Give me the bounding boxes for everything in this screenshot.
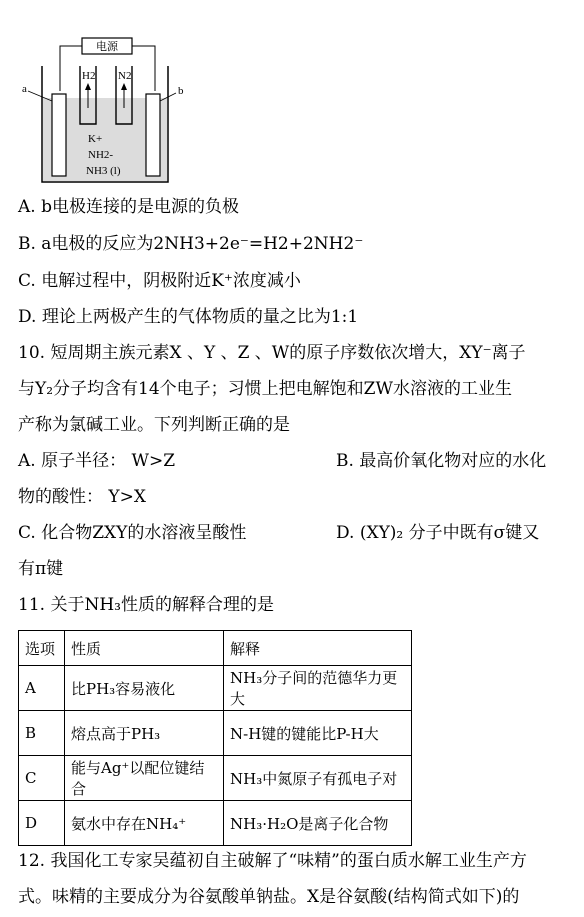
row-a-property: 比PH₃容易液化 (65, 666, 224, 711)
header-property: 性质 (65, 631, 224, 666)
row-a-option: A (19, 666, 65, 711)
table-row (19, 711, 412, 756)
electrolysis-apparatus-figure (20, 36, 190, 186)
q10-option-d-line2: 有π键 (18, 559, 64, 579)
table-row (19, 666, 412, 711)
right-wire (132, 46, 155, 91)
electrode-a (52, 94, 66, 176)
q10-stem-line3: 产称为氯碱工业。下列判断正确的是 (18, 415, 290, 435)
q9-option-a: A. b电极连接的是电源的负极 (18, 197, 239, 217)
q10-option-d-line1: D. (XY)₂ 分子中既有σ键又 (336, 523, 540, 543)
q11-table (18, 630, 412, 846)
q10-stem-line2: 与Y₂分子均含有14个电子；习惯上把电解饱和ZW水溶液的工业生 (18, 379, 512, 399)
row-c-explanation: NH₃中氮原子有孤电子对 (224, 756, 412, 801)
row-b-property: 熔点高于PH₃ (65, 711, 224, 756)
header-option: 选项 (19, 631, 65, 666)
row-d-option: D (19, 801, 65, 846)
row-c-property: 能与Ag⁺以配位键结合 (65, 756, 224, 801)
q10-stem-line1: 10. 短周期主族元素X 、Y 、Z 、W的原子序数依次增大，XY⁻离子 (18, 343, 526, 363)
q10-option-a: A. 原子半径： W>Z (18, 451, 176, 471)
h2-arrow-icon (85, 83, 91, 90)
q9-option-b: B. a电极的反应为2NH3+2e⁻=H2+2NH2⁻ (18, 234, 364, 254)
row-d-property: 氨水中存在NH₄⁺ (65, 801, 224, 846)
gas-left-label: H2 (82, 70, 96, 82)
left-wire (60, 46, 82, 91)
electrode-b (146, 94, 160, 176)
electrode-a-label: a (22, 83, 27, 95)
n2-arrow-icon (121, 83, 127, 90)
q10-option-c: C. 化合物ZXY的水溶液呈酸性 (18, 523, 247, 543)
q9-option-d: D. 理论上两极产生的气体物质的量之比为1:1 (18, 307, 359, 327)
q9-option-c: C. 电解过程中，阴极附近K⁺浓度减小 (18, 271, 301, 291)
solvent-label: NH3 (l) (86, 165, 121, 177)
q10-option-b-line2: 物的酸性： Y>X (18, 487, 146, 507)
row-a-explanation: NH₃分子间的范德华力更大 (224, 666, 412, 711)
header-explanation: 解释 (224, 631, 412, 666)
ion-label: K+ (88, 133, 103, 145)
solute-label: NH2- (88, 149, 114, 161)
row-d-explanation: NH₃·H₂O是离子化合物 (224, 801, 412, 846)
q12-line1: 12. 我国化工专家吴蕴初自主破解了“味精”的蛋白质水解工业生产方 (18, 851, 527, 871)
table-row (19, 756, 412, 801)
table-row (19, 801, 412, 846)
electrode-b-label: b (178, 85, 184, 97)
row-c-option: C (19, 756, 65, 801)
row-b-explanation: N-H键的键能比P-H大 (224, 711, 412, 756)
q12-line2: 式。味精的主要成分为谷氨酸单钠盐。X是谷氨酸(结构简式如下)的 (18, 887, 520, 907)
q10-option-b-line1: B. 最高价氧化物对应的水化 (336, 451, 547, 471)
q11-stem: 11. 关于NH₃性质的解释合理的是 (18, 595, 274, 615)
gas-right-label: N2 (118, 70, 132, 82)
apparatus-drawing (20, 36, 190, 186)
table-header-row (19, 631, 412, 666)
row-b-option: B (19, 711, 65, 756)
power-supply-label: 电源 (96, 41, 118, 53)
